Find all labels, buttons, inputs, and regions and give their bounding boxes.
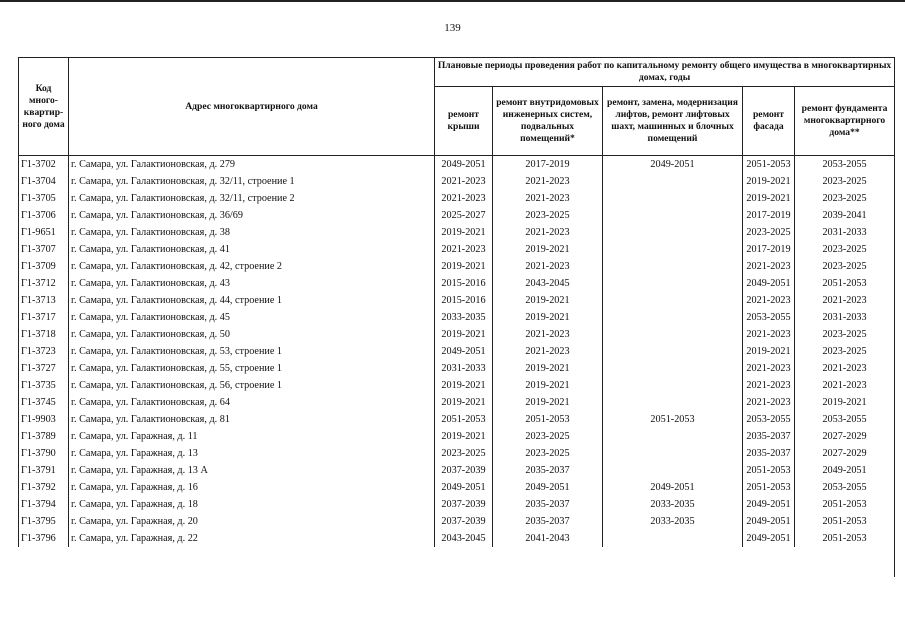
cell-roof: 2019-2021 — [435, 224, 493, 241]
cell-engineering: 2021-2023 — [493, 326, 603, 343]
cell-facade: 2023-2025 — [743, 224, 795, 241]
table-right-border — [894, 57, 895, 577]
cell-code: Г1-3705 — [19, 190, 69, 207]
cell-address: г. Самара, ул. Галактионовская, д. 50 — [69, 326, 435, 343]
cell-address: г. Самара, ул. Галактионовская, д. 279 — [69, 156, 435, 174]
cell-code: Г1-3704 — [19, 173, 69, 190]
cell-foundation: 2031-2033 — [795, 309, 895, 326]
cell-address: г. Самара, ул. Галактионовская, д. 42, строение 2 — [69, 258, 435, 275]
table-row — [19, 207, 895, 224]
cell-elevators — [603, 258, 743, 275]
header-roof: ремонт крыши — [435, 87, 493, 156]
table-row — [19, 343, 895, 360]
cell-engineering: 2019-2021 — [493, 377, 603, 394]
cell-address: г. Самара, ул. Гаражная, д. 20 — [69, 513, 435, 530]
cell-code: Г1-3796 — [19, 530, 69, 547]
table-row — [19, 292, 895, 309]
cell-roof: 2021-2023 — [435, 190, 493, 207]
cell-facade: 2051-2053 — [743, 462, 795, 479]
cell-foundation: 2049-2051 — [795, 462, 895, 479]
cell-engineering: 2019-2021 — [493, 241, 603, 258]
table-row — [19, 309, 895, 326]
cell-facade: 2051-2053 — [743, 479, 795, 496]
table-row — [19, 445, 895, 462]
cell-foundation: 2053-2055 — [795, 156, 895, 174]
cell-elevators: 2033-2035 — [603, 513, 743, 530]
cell-roof: 2023-2025 — [435, 445, 493, 462]
repair-schedule-table — [18, 57, 895, 547]
cell-foundation: 2023-2025 — [795, 326, 895, 343]
cell-facade: 2019-2021 — [743, 190, 795, 207]
table-row — [19, 360, 895, 377]
table-row — [19, 513, 895, 530]
cell-roof: 2051-2053 — [435, 411, 493, 428]
cell-code: Г1-3712 — [19, 275, 69, 292]
cell-foundation: 2019-2021 — [795, 394, 895, 411]
cell-address: г. Самара, ул. Галактионовская, д. 64 — [69, 394, 435, 411]
table-row — [19, 377, 895, 394]
cell-facade: 2021-2023 — [743, 377, 795, 394]
cell-engineering: 2019-2021 — [493, 360, 603, 377]
cell-facade: 2035-2037 — [743, 428, 795, 445]
cell-code: Г1-3745 — [19, 394, 69, 411]
table-row — [19, 462, 895, 479]
cell-facade: 2053-2055 — [743, 309, 795, 326]
cell-elevators — [603, 173, 743, 190]
cell-roof: 2019-2021 — [435, 326, 493, 343]
cell-engineering: 2021-2023 — [493, 224, 603, 241]
cell-address: г. Самара, ул. Гаражная, д. 13 А — [69, 462, 435, 479]
cell-foundation: 2027-2029 — [795, 445, 895, 462]
cell-facade: 2049-2051 — [743, 513, 795, 530]
cell-foundation: 2021-2023 — [795, 377, 895, 394]
cell-address: г. Самара, ул. Галактионовская, д. 41 — [69, 241, 435, 258]
header-address: Адрес многоквартирного дома — [69, 58, 435, 156]
cell-engineering: 2049-2051 — [493, 479, 603, 496]
header-foundation: ремонт фундамента многоквартирного дома** — [795, 87, 895, 156]
cell-engineering: 2051-2053 — [493, 411, 603, 428]
cell-code: Г1-3723 — [19, 343, 69, 360]
table-row — [19, 258, 895, 275]
cell-elevators — [603, 428, 743, 445]
cell-address: г. Самара, ул. Гаражная, д. 18 — [69, 496, 435, 513]
header-facade: ремонт фасада — [743, 87, 795, 156]
cell-elevators — [603, 190, 743, 207]
cell-code: Г1-9651 — [19, 224, 69, 241]
cell-engineering: 2035-2037 — [493, 462, 603, 479]
cell-engineering: 2023-2025 — [493, 428, 603, 445]
cell-engineering: 2043-2045 — [493, 275, 603, 292]
cell-foundation: 2053-2055 — [795, 479, 895, 496]
cell-engineering: 2035-2037 — [493, 513, 603, 530]
cell-elevators — [603, 309, 743, 326]
cell-facade: 2049-2051 — [743, 496, 795, 513]
cell-facade: 2049-2051 — [743, 275, 795, 292]
cell-engineering: 2019-2021 — [493, 394, 603, 411]
table-row — [19, 411, 895, 428]
table-row — [19, 241, 895, 258]
cell-code: Г1-3795 — [19, 513, 69, 530]
table-body — [19, 156, 895, 548]
cell-facade: 2017-2019 — [743, 207, 795, 224]
cell-foundation: 2053-2055 — [795, 411, 895, 428]
table-row — [19, 156, 895, 174]
cell-facade: 2021-2023 — [743, 258, 795, 275]
cell-facade: 2017-2019 — [743, 241, 795, 258]
cell-elevators — [603, 292, 743, 309]
table-row — [19, 326, 895, 343]
table-row — [19, 190, 895, 207]
cell-code: Г1-3789 — [19, 428, 69, 445]
cell-roof: 2019-2021 — [435, 394, 493, 411]
cell-address: г. Самара, ул. Гаражная, д. 13 — [69, 445, 435, 462]
cell-engineering: 2021-2023 — [493, 173, 603, 190]
cell-facade: 2051-2053 — [743, 156, 795, 174]
cell-address: г. Самара, ул. Галактионовская, д. 32/11, строение 1 — [69, 173, 435, 190]
cell-address: г. Самара, ул. Гаражная, д. 11 — [69, 428, 435, 445]
cell-code: Г1-3707 — [19, 241, 69, 258]
cell-foundation: 2051-2053 — [795, 275, 895, 292]
cell-address: г. Самара, ул. Галактионовская, д. 36/69 — [69, 207, 435, 224]
cell-roof: 2037-2039 — [435, 513, 493, 530]
cell-foundation: 2051-2053 — [795, 513, 895, 530]
cell-address: г. Самара, ул. Галактионовская, д. 43 — [69, 275, 435, 292]
table-row — [19, 428, 895, 445]
table-row — [19, 173, 895, 190]
cell-address: г. Самара, ул. Галактионовская, д. 44, строение 1 — [69, 292, 435, 309]
cell-roof: 2049-2051 — [435, 479, 493, 496]
top-rule — [0, 0, 905, 2]
cell-address: г. Самара, ул. Галактионовская, д. 32/11, строение 2 — [69, 190, 435, 207]
cell-code: Г1-3702 — [19, 156, 69, 174]
cell-facade: 2021-2023 — [743, 360, 795, 377]
cell-facade: 2019-2021 — [743, 343, 795, 360]
cell-roof: 2021-2023 — [435, 173, 493, 190]
cell-address: г. Самара, ул. Гаражная, д. 16 — [69, 479, 435, 496]
cell-elevators — [603, 326, 743, 343]
cell-roof: 2015-2016 — [435, 275, 493, 292]
cell-code: Г1-3791 — [19, 462, 69, 479]
header-code: Код много-квартир-ного дома — [19, 58, 69, 156]
cell-roof: 2021-2023 — [435, 241, 493, 258]
header-periods-group: Плановые периоды проведения работ по капитальному ремонту общего имущества в многоквартирных домах, годы — [435, 58, 895, 87]
cell-roof: 2037-2039 — [435, 496, 493, 513]
cell-foundation: 2021-2023 — [795, 360, 895, 377]
cell-elevators — [603, 207, 743, 224]
table-row — [19, 394, 895, 411]
cell-engineering: 2035-2037 — [493, 496, 603, 513]
cell-roof: 2033-2035 — [435, 309, 493, 326]
cell-facade: 2035-2037 — [743, 445, 795, 462]
cell-foundation: 2023-2025 — [795, 190, 895, 207]
cell-elevators — [603, 530, 743, 547]
header-engineering: ремонт внутридомовых инженерных систем, подвальных помещений* — [493, 87, 603, 156]
cell-elevators: 2049-2051 — [603, 479, 743, 496]
cell-roof: 2043-2045 — [435, 530, 493, 547]
cell-foundation: 2051-2053 — [795, 496, 895, 513]
cell-code: Г1-3717 — [19, 309, 69, 326]
cell-roof: 2019-2021 — [435, 377, 493, 394]
cell-roof: 2037-2039 — [435, 462, 493, 479]
cell-address: г. Самара, ул. Галактионовская, д. 45 — [69, 309, 435, 326]
cell-facade: 2049-2051 — [743, 530, 795, 547]
cell-elevators — [603, 462, 743, 479]
cell-foundation: 2031-2033 — [795, 224, 895, 241]
cell-roof: 2049-2051 — [435, 156, 493, 174]
cell-address: г. Самара, ул. Галактионовская, д. 38 — [69, 224, 435, 241]
cell-facade: 2019-2021 — [743, 173, 795, 190]
cell-engineering: 2021-2023 — [493, 258, 603, 275]
cell-code: Г1-3735 — [19, 377, 69, 394]
cell-foundation: 2039-2041 — [795, 207, 895, 224]
table-row — [19, 275, 895, 292]
cell-code: Г1-3709 — [19, 258, 69, 275]
cell-roof: 2049-2051 — [435, 343, 493, 360]
cell-code: Г1-3706 — [19, 207, 69, 224]
cell-roof: 2019-2021 — [435, 258, 493, 275]
page-number: 139 — [444, 22, 461, 34]
cell-engineering: 2023-2025 — [493, 445, 603, 462]
cell-foundation: 2021-2023 — [795, 292, 895, 309]
cell-foundation: 2023-2025 — [795, 173, 895, 190]
cell-elevators: 2049-2051 — [603, 156, 743, 174]
cell-foundation: 2023-2025 — [795, 241, 895, 258]
table-row — [19, 479, 895, 496]
cell-code: Г1-3794 — [19, 496, 69, 513]
table-row — [19, 530, 895, 547]
cell-foundation: 2023-2025 — [795, 343, 895, 360]
table-row — [19, 496, 895, 513]
cell-elevators — [603, 275, 743, 292]
cell-address: г. Самара, ул. Гаражная, д. 22 — [69, 530, 435, 547]
cell-elevators: 2033-2035 — [603, 496, 743, 513]
cell-roof: 2031-2033 — [435, 360, 493, 377]
cell-elevators — [603, 360, 743, 377]
cell-engineering: 2021-2023 — [493, 190, 603, 207]
cell-code: Г1-3713 — [19, 292, 69, 309]
cell-address: г. Самара, ул. Галактионовская, д. 53, строение 1 — [69, 343, 435, 360]
cell-code: Г1-9903 — [19, 411, 69, 428]
cell-engineering: 2041-2043 — [493, 530, 603, 547]
cell-code: Г1-3718 — [19, 326, 69, 343]
cell-elevators — [603, 241, 743, 258]
table-row — [19, 224, 895, 241]
cell-roof: 2015-2016 — [435, 292, 493, 309]
header-elevators: ремонт, замена, модернизация лифтов, ремонт лифтовых шахт, машинных и блочных помещений — [603, 87, 743, 156]
cell-roof: 2025-2027 — [435, 207, 493, 224]
cell-elevators — [603, 377, 743, 394]
cell-facade: 2021-2023 — [743, 326, 795, 343]
cell-engineering: 2023-2025 — [493, 207, 603, 224]
cell-address: г. Самара, ул. Галактионовская, д. 56, строение 1 — [69, 377, 435, 394]
cell-engineering: 2021-2023 — [493, 343, 603, 360]
cell-code: Г1-3727 — [19, 360, 69, 377]
cell-engineering: 2017-2019 — [493, 156, 603, 174]
cell-engineering: 2019-2021 — [493, 309, 603, 326]
cell-facade: 2021-2023 — [743, 394, 795, 411]
cell-engineering: 2019-2021 — [493, 292, 603, 309]
cell-elevators — [603, 224, 743, 241]
cell-foundation: 2023-2025 — [795, 258, 895, 275]
cell-elevators — [603, 445, 743, 462]
cell-foundation: 2051-2053 — [795, 530, 895, 547]
cell-code: Г1-3792 — [19, 479, 69, 496]
cell-facade: 2053-2055 — [743, 411, 795, 428]
cell-facade: 2021-2023 — [743, 292, 795, 309]
cell-elevators — [603, 394, 743, 411]
cell-code: Г1-3790 — [19, 445, 69, 462]
cell-address: г. Самара, ул. Галактионовская, д. 55, строение 1 — [69, 360, 435, 377]
cell-elevators: 2051-2053 — [603, 411, 743, 428]
cell-address: г. Самара, ул. Галактионовская, д. 81 — [69, 411, 435, 428]
cell-foundation: 2027-2029 — [795, 428, 895, 445]
cell-elevators — [603, 343, 743, 360]
cell-roof: 2019-2021 — [435, 428, 493, 445]
